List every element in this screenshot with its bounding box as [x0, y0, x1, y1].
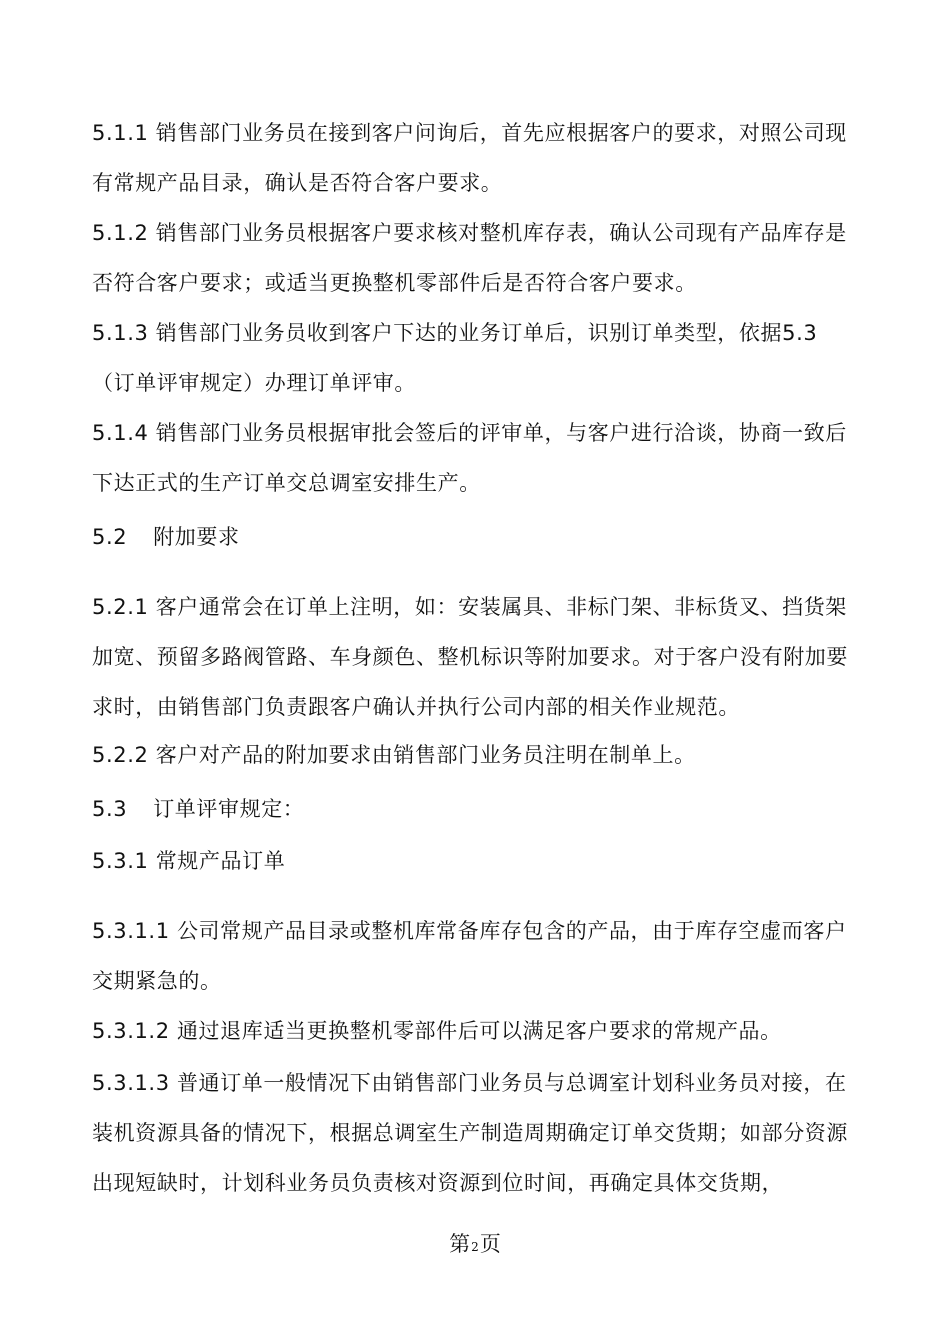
paragraph-5-1-2: 5.1.2 销售部门业务员根据客户要求核对整机库存表，确认公司现有产品库存是否符合客户要求；或适当更换整机零部件后是否符合客户要求。	[92, 221, 847, 295]
heading-5-2-text: 附加要求	[153, 525, 240, 549]
heading-5-3-text: 订单评审规定：	[153, 797, 305, 821]
heading-5-3-1: 5.3.1 常规产品订单	[92, 849, 286, 873]
paragraph-5-3-1-1: 5.3.1.1 公司常规产品目录或整机库常备库存包含的产品，由于库存空虚而客户交期紧急的。	[92, 919, 847, 993]
page-label-suffix: 页	[479, 1232, 501, 1256]
paragraph-5-1-4: 5.1.4 销售部门业务员根据审批会签后的评审单，与客户进行洽谈，协商一致后下达正式的生产订单交总调室安排生产。	[92, 421, 847, 495]
paragraph-5-1-1: 5.1.1 销售部门业务员在接到客户问询后，首先应根据客户的要求，对照公司现有常规产品目录，确认是否符合客户要求。	[92, 121, 847, 195]
paragraph-5-2-1: 5.2.1 客户通常会在订单上注明，如：安装属具、非标门架、非标货叉、挡货架加宽、预留多路阀管路、车身颜色、整机标识等附加要求。对于客户没有附加要求时，由销售部门负责跟客户确认并执行公司内部的相关作业规范。	[92, 595, 848, 719]
page-number: 2	[471, 1240, 479, 1254]
page-label-prefix: 第	[449, 1232, 471, 1256]
heading-5-2-number: 5.2	[92, 525, 128, 549]
heading-5-3-number: 5.3	[92, 797, 128, 821]
paragraph-5-3-1-2: 5.3.1.2 通过退库适当更换整机零部件后可以满足客户要求的常规产品。	[92, 1019, 782, 1043]
heading-5-3	[92, 784, 860, 834]
paragraph-5-2-2: 5.2.2 客户对产品的附加要求由销售部门业务员注明在制单上。	[92, 743, 696, 767]
paragraph-5-3-1-3: 5.3.1.3 普通订单一般情况下由销售部门业务员与总调室计划科业务员对接，在装机资源具备的情况下，根据总调室生产制造周期确定订单交货期；如部分资源出现短缺时，计划科业务员负责核对资源到位时间，再确定具体交货期，	[92, 1071, 848, 1195]
page-footer	[0, 1228, 950, 1258]
paragraph-5-1-3: 5.1.3 销售部门业务员收到客户下达的业务订单后，识别订单类型，依据5.3（订单评审规定）办理订单评审。	[92, 321, 818, 395]
heading-5-2	[92, 512, 860, 562]
